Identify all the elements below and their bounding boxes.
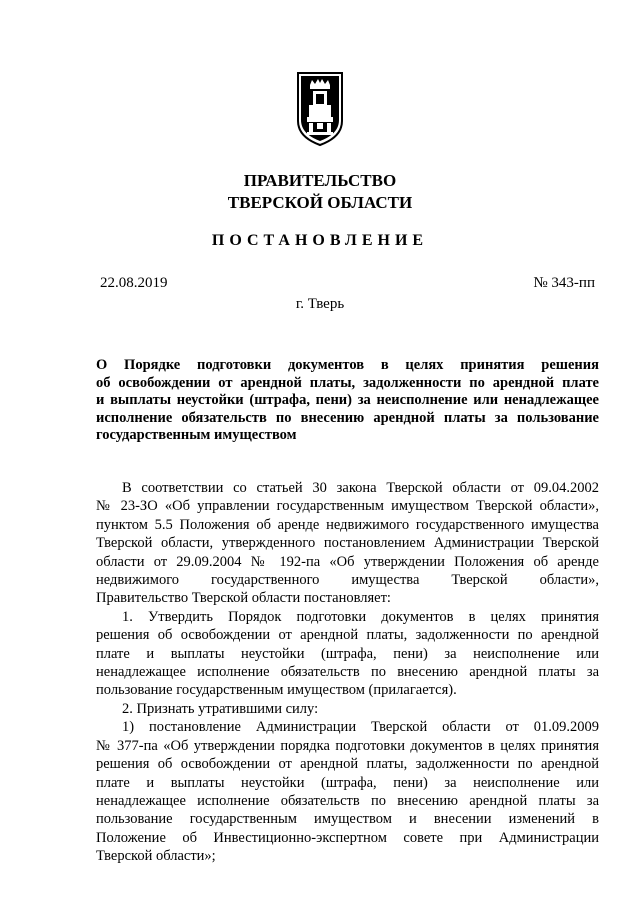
body-line: Тверской области»; [96, 848, 216, 865]
body-line: недвижимого государственного имущества Тверской области», [96, 572, 599, 589]
subject-line: государственным имуществом [96, 427, 297, 443]
body-line: области от 29.09.2004 № 192-па «Об утверждении Положения об аренде [96, 553, 599, 570]
subject-line: исполнение обязательств по внесению арендной платы за пользование [96, 409, 599, 426]
body-line: решения об освобождении от арендной платы, задолженности по арендной [96, 627, 599, 644]
body-line: ненадлежащее исполнение обязательств по внесению арендной платы за [96, 792, 599, 809]
body-line: Положение об Инвестиционно-экспертном совете при Администрации [96, 829, 599, 846]
government-title-line-2: ТВЕРСКОЙ ОБЛАСТИ [227, 193, 413, 212]
document-date: 22.08.2019 [100, 275, 168, 291]
body-line: плате и выплаты неустойки (штрафа, пени) за неисполнение или [96, 774, 599, 791]
body-line: пользование государственным имуществом и внесении изменений в [96, 811, 599, 828]
tver-coat-of-arms-icon [296, 71, 344, 147]
body-line: № 377-па «Об утверждении порядка подготовки документов в целях принятия [96, 737, 599, 754]
subject-line: О Порядке подготовки документов в целях принятия решения [96, 357, 599, 373]
body-line: № 23-ЗО «Об управлении государственным имуществом Тверской области», [96, 498, 599, 515]
document-body [96, 479, 599, 866]
body-line: решения об освобождении от арендной платы, задолженности по арендной [96, 756, 599, 773]
document-subject [96, 357, 599, 445]
document-city: г. Тверь [295, 296, 345, 312]
body-line: В соответствии со статьей 30 закона Тверской области от 09.04.2002 [122, 480, 599, 496]
body-line: плате и выплаты неустойки (штрафа, пени) за неисполнение или [96, 645, 599, 662]
body-line: 1) постановление Администрации Тверской области от 01.09.2009 [122, 719, 599, 736]
body-line: Правительство Тверской области постановляет: [96, 590, 391, 607]
body-line: 1. Утвердить Порядок подготовки документов в целях принятия [122, 608, 599, 625]
body-line: 2. Признать утратившими силу: [122, 700, 319, 717]
body-line: пользование государственным имуществом (прилагается). [96, 682, 457, 699]
body-line: Тверской области, утвержденного постановлением Администрации Тверской [96, 535, 599, 552]
body-line: пунктом 5.5 Положения об аренде недвижимого государственного имущества [96, 516, 599, 533]
document-number: № 343-пп [533, 275, 595, 291]
government-title-line-1: ПРАВИТЕЛЬСТВО [243, 171, 397, 190]
subject-line: об освобождении от арендной платы, задолженности по арендной плате [96, 374, 599, 391]
document-type: ПОСТАНОВЛЕНИЕ [211, 232, 429, 249]
body-line: ненадлежащее исполнение обязательств по внесению арендной платы за [96, 664, 599, 681]
subject-line: и выплаты неустойки (штрафа, пени) за неисполнение или ненадлежащее [96, 392, 599, 408]
